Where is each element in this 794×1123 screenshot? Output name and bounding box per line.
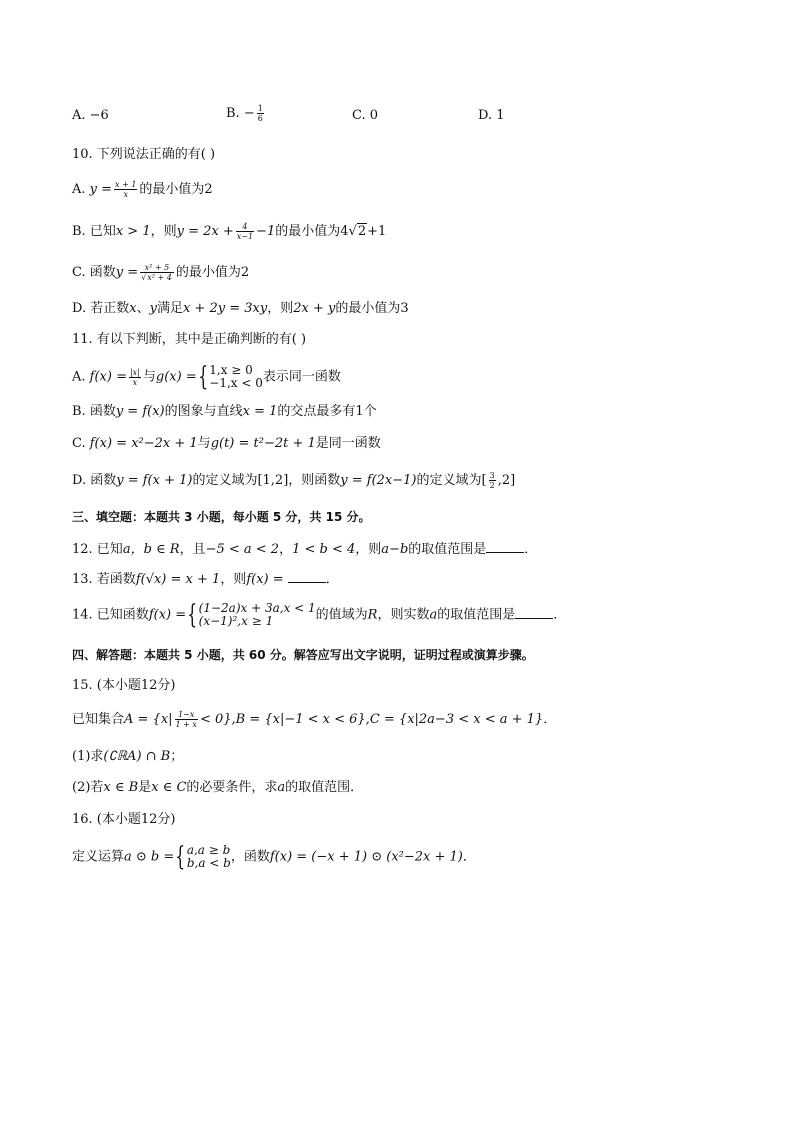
q15-part1: (1)求(∁ℝA) ∩ B； [72,749,184,764]
section4-heading: 四、解答题：本题共 5 小题，共 60 分。解答应写出文字说明，证明过程或演算步骤。 [72,648,534,662]
q9-option-d: D. 1 [478,108,505,123]
q11-option-b: B. 函数y = f(x)的图象与直线x = 1的交点最多有1个 [72,404,377,419]
q10-option-b: B. 已知x > 1，则y = 2x + $\frac{4}{x-1}$ −1的最小值为4√2+1 [72,222,387,241]
q10-option-c: C. 函数y = $\frac{\text{x² + 5}}{\text{√x² + 4}}$ 的最小值为2 [72,263,250,282]
q16-title: 16. (本小题12分) [72,812,176,827]
q12: 12. 已知a，b ∈ R，且−5 < a < 2，1 < b < 4，则a−b的取值范围是 ． [72,542,538,557]
q10-option-a: A. y = $\frac{x + 1}{x}$ 的最小值为2 [72,180,213,199]
q11-option-d: D. 函数y = f(x + 1)的定义域为[1,2]，则函数y = f(2x−1)的定义域为[ $\frac{3}{2}$ ,2] [72,471,516,490]
q13: 13. 若函数f(√x) = x + 1，则f(x) = ． [72,572,339,587]
q14-answer-blank[interactable] [515,606,553,619]
q15-stem: 已知集合A = {x| $\frac{1-x}{1 + x}$ < 0},B = {x|−1 < x < 6},C = {x|2a−3 < x < a + 1}． [72,710,557,729]
q9-option-b: B. − $\frac{1}{6}$ [226,104,263,123]
section3-heading: 三、填空题：本题共 3 小题，每小题 5 分，共 15 分。 [72,510,371,524]
q15-title: 15. (本小题12分) [72,678,176,693]
q10-option-d: D. 若正数x、y满足x + 2y = 3xy，则2x + y的最小值为3 [72,301,409,316]
q16-stem: 定义运算a ⊙ b ={ a,a ≥ b b,a < b ，函数f(x) = (−x + 1) ⊙ (x²−2x + 1)． [72,842,476,872]
q11-option-c: C. f(x) = x²−2x + 1与g(t) = t²−2t + 1是同一函数 [72,436,381,451]
q14: 14. 已知函数f(x) ={ (1−2a)x + 3a,x < 1 (x−1)²,x ≥ 1 的值域为R，则实数a的取值范围是 ． [72,600,567,630]
q9-option-c: C. 0 [352,108,379,123]
q13-answer-blank[interactable] [288,570,326,583]
q11-stem: 11. 有以下判断，其中是正确判断的有( ) [72,332,307,347]
q12-answer-blank[interactable] [486,540,524,553]
q15-part2: (2)若x ∈ B是x ∈ C的必要条件，求a的取值范围． [72,780,364,795]
q10-stem: 10. 下列说法正确的有( ) [72,147,216,162]
q11-option-a: A. f(x) = $\frac{|x|}{x}$ 与g(x) ={ 1,x ≥ 0 −1,x < 0 表示同一函数 [72,362,341,392]
q9-option-a: A. −6 [72,108,109,123]
